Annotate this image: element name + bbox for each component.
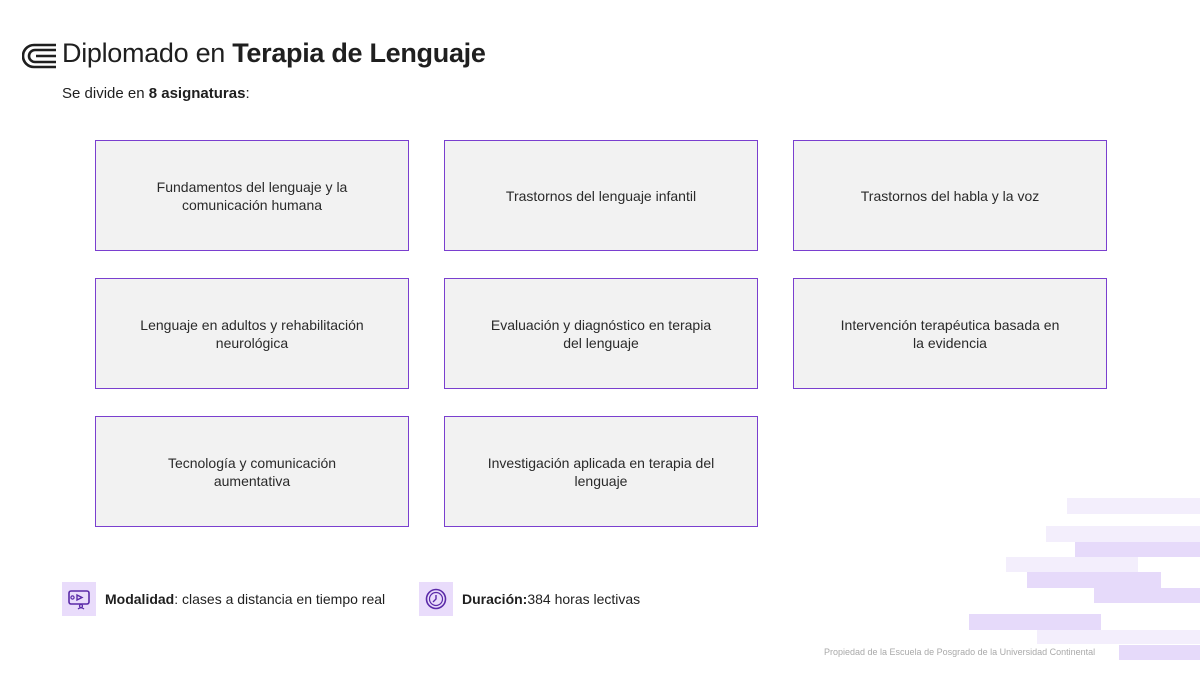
modalidad-info: [62, 582, 385, 616]
footer-copyright: Propiedad de la Escuela de Posgrado de la Universidad Continental: [824, 647, 1096, 657]
logo-icon: [22, 42, 58, 70]
page-title: [62, 38, 486, 69]
duracion-value: 384 horas lectivas: [527, 591, 641, 607]
clock-icon: [419, 582, 453, 616]
course-card: Lenguaje en adultos y rehabilitación neurológica: [95, 278, 409, 389]
duracion-info: [419, 582, 640, 616]
title-light: Diplomado en: [62, 38, 233, 68]
modalidad-value: : clases a distancia en tiempo real: [174, 591, 386, 607]
modalidad-label: Modalidad: [105, 591, 175, 607]
subtitle-prefix: Se divide en: [62, 85, 149, 102]
course-card: Fundamentos del lenguaje y la comunicación humana: [95, 140, 409, 251]
course-card: Intervención terapéutica basada en la evidencia: [793, 278, 1107, 389]
course-card: Trastornos del lenguaje infantil: [444, 140, 758, 251]
courses-grid: [95, 140, 1107, 527]
page-subtitle: [62, 85, 250, 102]
course-card: Investigación aplicada en terapia del lenguaje: [444, 416, 758, 527]
course-card: Evaluación y diagnóstico en terapia del lenguaje: [444, 278, 758, 389]
course-card: Trastornos del habla y la voz: [793, 140, 1107, 251]
subtitle-suffix: :: [245, 85, 250, 102]
subtitle-count: 8 asignaturas: [148, 85, 246, 102]
video-class-icon: [62, 582, 96, 616]
duracion-label: Duración:: [462, 591, 528, 607]
title-bold: Terapia de Lenguaje: [232, 38, 486, 68]
course-card: Tecnología y comunicación aumentativa: [95, 416, 409, 527]
